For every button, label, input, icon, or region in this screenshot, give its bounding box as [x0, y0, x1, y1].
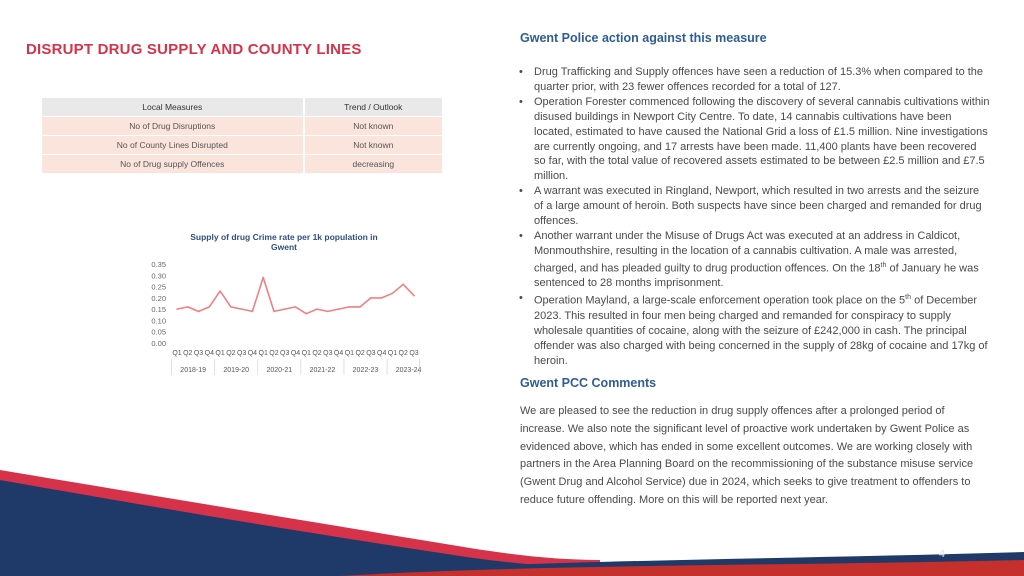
x-tick-label: Q1: [172, 350, 182, 357]
data-point: [359, 306, 361, 308]
table-row: [42, 136, 442, 155]
x-group-label: 2022-23: [352, 367, 379, 374]
data-point: [284, 308, 286, 310]
measure-name: No of Drug supply Offences: [42, 155, 304, 174]
bullet-text: of January he was sentenced to 28 months imprisonment.: [534, 262, 979, 290]
data-point: [381, 297, 383, 299]
y-tick-label: 0.30: [151, 271, 166, 281]
bullet-text: Operation Mayland, a large-scale enforcement operation took place on the 5: [534, 294, 906, 307]
bullet-text: of December 2023. This resulted in four men being charged and remanded for conspiracy to supply wholesale quantities of cocaine, along with the seizure of £242,000 in cash. The principal offender was also charged with being concerned in the supply of 28kg of cocaine and 17kg of heroin.: [534, 294, 988, 367]
data-point: [392, 293, 394, 295]
data-point: [316, 308, 318, 310]
x-tick-label: Q1: [344, 350, 355, 357]
x-tick-label: Q4: [290, 350, 301, 357]
y-tick-label: 0.25: [151, 282, 166, 292]
chart-title: Supply of drug Crime rate per 1k population in: [190, 232, 378, 242]
y-tick-label: 0.35: [151, 260, 166, 269]
x-tick-label: Q4: [247, 350, 258, 357]
ordinal-suffix: th: [880, 261, 887, 269]
measure-name: No of County Lines Disrupted: [42, 136, 304, 155]
pcc-comments: We are pleased to see the reduction in drug supply offences after a prolonged period of increase. We also note the significant level of proactive work undertaken by Gwent Police as evidenced above, which has ended in some excellent outcomes. We are working closely with partners in the Area Planning Board on the recommissioning of the substance misuse service (Gwent Drug and Alcohol Service) due in 2024, which seeks to give treatment to offenders to reduce future offending. More on this will be reported next year.: [520, 405, 974, 506]
action-bullets: [505, 65, 991, 368]
x-tick-label: Q1: [215, 350, 225, 357]
x-tick-label: Q4: [204, 350, 214, 357]
x-tick-label: Q2: [226, 350, 236, 357]
bullet-item: [505, 229, 991, 291]
x-group-label: 2020-21: [266, 367, 293, 374]
y-tick-label: 0.05: [151, 327, 166, 337]
x-group-label: 2018-19: [180, 367, 207, 374]
line-chart: [140, 228, 430, 378]
x-tick-label: Q4: [377, 350, 387, 357]
x-tick-label: Q3: [236, 350, 247, 357]
x-tick-label: Q2: [398, 350, 408, 357]
data-point: [176, 308, 178, 310]
column-header: Trend / Outlook: [304, 98, 442, 117]
data-point: [252, 311, 254, 313]
table-row: [42, 117, 442, 136]
pcc-heading: Gwent PCC Comments: [520, 376, 657, 390]
ordinal-suffix: th: [905, 294, 912, 302]
data-point: [230, 306, 232, 308]
bullet-item: [505, 291, 991, 368]
x-tick-label: Q2: [269, 350, 279, 357]
data-point: [241, 308, 243, 310]
measure-trend: Not known: [304, 117, 442, 136]
series-line: [177, 278, 414, 314]
page-number: 4: [938, 548, 945, 560]
bullet-item: • Operation Forester commenced following the discovery of several cannabis cultivations within disused buildings in Newport City Centre. To date, 14 cannabis cultivations have been located, estimated to have caused the National Grid a loss of £1.5 million. Nine investigations are currently ongoing, and 17 arrests have been made. 11,400 plants have been recovered so far, with the total value of recovered assets estimated to be between £2.5 million and £7.5 million.: [505, 95, 991, 184]
data-point: [349, 306, 351, 308]
x-tick-label: Q3: [323, 350, 333, 357]
chart-title-line2: Gwent: [271, 242, 297, 252]
x-tick-label: Q2: [183, 350, 193, 357]
crime-rate-chart: [140, 228, 430, 383]
x-tick-label: Q4: [333, 350, 344, 357]
action-heading: Gwent Police action against this measure: [520, 31, 767, 45]
measures-table: [42, 98, 442, 174]
measure-trend: Not known: [304, 136, 442, 155]
data-point: [219, 290, 221, 292]
data-point: [305, 313, 307, 315]
x-tick-label: Q2: [355, 350, 365, 357]
x-tick-label: Q1: [387, 350, 398, 357]
y-tick-label: 0.10: [151, 316, 166, 326]
data-point: [262, 277, 264, 279]
data-point: [338, 308, 340, 310]
x-group-label: 2019-20: [223, 367, 250, 374]
x-tick-label: Q3: [366, 350, 376, 357]
data-point: [327, 311, 329, 313]
measure-name: No of Drug Disruptions: [42, 117, 304, 136]
x-group-label: 2023-24: [395, 367, 422, 374]
bullet-text: Another warrant under the Misuse of Drugs Act was executed at an address in Caldicot, Monmouthshire, resulting in the location of a cannabis cultivation. A male was arrested, charged, and has pleaded guilty to drug production offences. On the 18: [534, 229, 961, 275]
measure-trend: decreasing: [304, 155, 442, 174]
data-point: [402, 284, 404, 286]
data-point: [273, 311, 275, 313]
table-header-row: [42, 98, 442, 117]
y-tick-label: 0.20: [151, 293, 166, 303]
data-point: [295, 306, 297, 308]
data-point: [198, 311, 200, 313]
x-tick-label: Q1: [301, 350, 311, 357]
y-tick-label: 0.00: [151, 339, 166, 348]
data-point: [187, 306, 189, 308]
x-group-label: 2021-22: [309, 367, 336, 374]
x-tick-label: Q3: [280, 350, 290, 357]
x-tick-label: Q2: [312, 350, 322, 357]
data-point: [413, 295, 415, 297]
x-tick-label: Q1: [258, 350, 268, 357]
page-title: DISRUPT DRUG SUPPLY AND COUNTY LINES: [26, 41, 362, 58]
x-tick-label: Q3: [409, 350, 419, 357]
column-header: Local Measures: [42, 98, 304, 117]
y-tick-label: 0.15: [151, 305, 166, 315]
table-row: [42, 155, 442, 174]
x-tick-label: Q3: [193, 350, 204, 357]
data-point: [209, 306, 211, 308]
bullet-item: • A warrant was executed in Ringland, Newport, which resulted in two arrests and the seizure of a large amount of heroin. Both suspects have since been charged and remanded for drug offences.: [505, 184, 991, 229]
data-point: [370, 297, 372, 299]
bullet-item: • Drug Trafficking and Supply offences have seen a reduction of 15.3% when compared to the quarter prior, with 23 fewer offences recorded for a total of 127.: [505, 65, 991, 95]
